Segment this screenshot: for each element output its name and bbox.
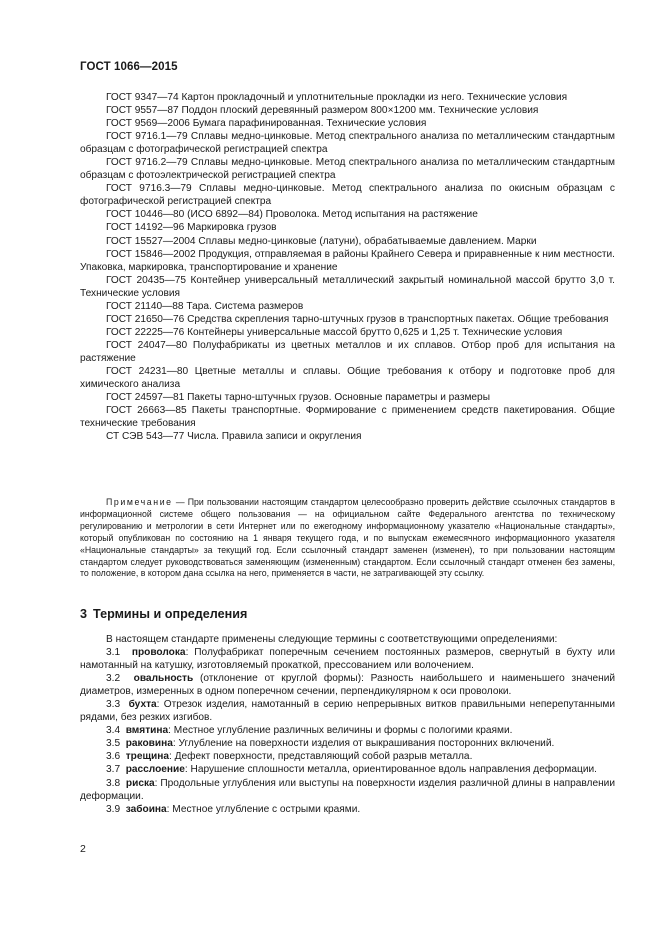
term-entry <box>80 646 615 672</box>
term-number: 3.4 <box>106 725 121 737</box>
normative-references <box>80 91 615 443</box>
term-entry <box>80 698 615 724</box>
term-definition: (отклонение от круглой формы): Разность наибольшего и наименьшего значений диаметров, измеренных в одном поперечном сечении, перпендикулярном к оси проволоки. <box>80 673 615 698</box>
term-number: 3.2 <box>106 673 121 685</box>
term-number: 3.8 <box>106 777 121 789</box>
term-entry <box>80 763 615 776</box>
reference-item: ГОСТ 15846—2002 Продукция, отправляемая в районы Крайнего Севера и приравненные к ним местности. Упаковка, маркировка, транспортирование и хранение <box>80 248 615 273</box>
term-entry <box>80 672 615 698</box>
reference-item: ГОСТ 9716.2—79 Сплавы медно-цинковые. Метод спектрального анализа по металлическим стандартным образцам с фотоэлектрической регистрацией спектра <box>80 157 615 182</box>
reference-item: ГОСТ 21650—76 Средства скрепления тарно-штучных грузов в транспортных пакетах. Общие требования <box>106 313 609 325</box>
term-definition: : Отрезок изделия, намотанный в серию непрерывных витков правильными неперепутанными рядами, без резких изгибов. <box>80 699 615 724</box>
reference-item: СТ СЭВ 543—77 Числа. Правила записи и округления <box>106 431 362 443</box>
term-number: 3.6 <box>106 751 121 763</box>
reference-item: ГОСТ 21140—88 Тара. Система размеров <box>106 300 304 312</box>
term-name: бухта <box>128 699 157 711</box>
reference-item: ГОСТ 9347—74 Картон прокладочный и уплотнительные прокладки из него. Технические условия <box>106 92 568 103</box>
term-entry <box>80 777 615 803</box>
page-number: 2 <box>80 843 86 855</box>
reference-item: ГОСТ 15527—2004 Сплавы медно-цинковые (латуни), обрабатываемые давлением. Марки <box>106 235 537 247</box>
term-name: забоина <box>125 803 167 815</box>
term-name: риска <box>125 777 155 789</box>
section-number: 3 <box>80 607 88 621</box>
term-definition: : Местное углубление различных величины и формы с пологими краями. <box>168 725 513 737</box>
note-block <box>80 497 615 580</box>
term-name: расслоение <box>125 764 185 776</box>
term-name: раковина <box>125 738 173 750</box>
reference-item: ГОСТ 22225—76 Контейнеры универсальные массой брутто 0,625 и 1,25 т. Технические условия <box>106 326 563 338</box>
reference-item: ГОСТ 24231—80 Цветные металлы и сплавы. Общие требования к отбору и подготовке проб для химического анализа <box>80 365 615 391</box>
reference-item: ГОСТ 14192—96 Маркировка грузов <box>106 222 277 234</box>
term-number: 3.9 <box>106 803 121 815</box>
term-number: 3.7 <box>106 764 121 776</box>
reference-item: ГОСТ 20435—75 Контейнер универсальный металлический закрытый номинальной массой брутто 3,0 т. Технические условия <box>80 274 615 299</box>
term-definition: : Продольные углубления или выступы на поверхности изделия различной длины в направлении деформации. <box>80 777 615 802</box>
term-entry <box>80 737 615 750</box>
reference-item: ГОСТ 26663—85 Пакеты транспортные. Формирование с применением средств пакетирования. Общие технические требования <box>80 405 615 430</box>
term-name: овальность <box>133 673 194 685</box>
term-name: вмятина <box>125 725 169 737</box>
term-number: 3.5 <box>106 738 121 750</box>
term-name: трещина <box>125 751 170 763</box>
reference-item: ГОСТ 24047—80 Полуфабрикаты из цветных металлов и их сплавов. Отбор проб для испытания на растяжение <box>80 339 615 364</box>
note-text: — При пользовании настоящим стандартом целесообразно проверить действие ссылочных стандартов в информационной системе общего пользования — на официальном сайте Федерального агентства по техническому регулированию и метрологии в сети Интернет или по ежегодному информационному указателю «Национальные стандарты», который опубликован по состоянию на 1 января текущего года, и по выпускам ежемесячного информационного указателя «Национальные стандарты» за текущий год. Если ссылочный стандарт заменен (изменен), то при пользовании настоящим стандартом следует руководствоваться заменяющим (измененным) стандартом. Если ссылочный стандарт отменен без замены, то положение, в котором дана ссылка на него, применяется в части, не затрагивающей эту ссылку. <box>80 497 615 579</box>
term-definition: : Углубление на поверхности изделия от выкрашивания посторонних включений. <box>172 738 555 750</box>
reference-item: ГОСТ 9716.3—79 Сплавы медно-цинковые. Метод спектрального анализа по окисным образцам с фотографической регистрацией спектра <box>80 183 615 208</box>
running-header: ГОСТ 1066—2015 <box>80 61 178 73</box>
term-definition: : Нарушение сплошности металла, ориентированное вдоль направления деформации. <box>184 764 597 776</box>
term-entry <box>80 803 615 816</box>
reference-item: ГОСТ 24597—81 Пакеты тарно-штучных грузов. Основные параметры и размеры <box>106 392 490 404</box>
terms-intro: В настоящем стандарте применены следующие термины с соответствующими определениями: <box>106 634 558 645</box>
note-label: Примечание <box>106 497 173 507</box>
reference-item: ГОСТ 9557—87 Поддон плоский деревянный размером 800×1200 мм. Технические условия <box>106 105 539 117</box>
term-entry <box>80 750 615 763</box>
term-entry <box>80 724 615 737</box>
term-number: 3.1 <box>106 647 121 659</box>
term-definition: : Дефект поверхности, представляющий собой разрыв металла. <box>169 751 473 763</box>
term-definition: : Местное углубление с острыми краями. <box>166 803 361 815</box>
term-number: 3.3 <box>106 699 121 711</box>
reference-item: ГОСТ 9569—2006 Бумага парафинированная. Технические условия <box>106 118 427 130</box>
terms-list <box>80 633 615 816</box>
note-paragraph <box>80 497 615 580</box>
term-definition: : Полуфабрикат поперечным сечением постоянных размеров, свернутый в бухту или намотанный на катушку, изготовляемый прокаткой, прессованием или волочением. <box>80 647 615 672</box>
reference-item: ГОСТ 10446—80 (ИСО 6892—84) Проволока. Метод испытания на растяжение <box>106 209 478 221</box>
term-name: проволока <box>131 647 186 659</box>
section-title: Термины и определения <box>93 607 248 621</box>
section-heading <box>80 607 247 621</box>
reference-item: ГОСТ 9716.1—79 Сплавы медно-цинковые. Метод спектрального анализа по металлическим стандартным образцам с фотографической регистрацией спектра <box>80 131 615 156</box>
